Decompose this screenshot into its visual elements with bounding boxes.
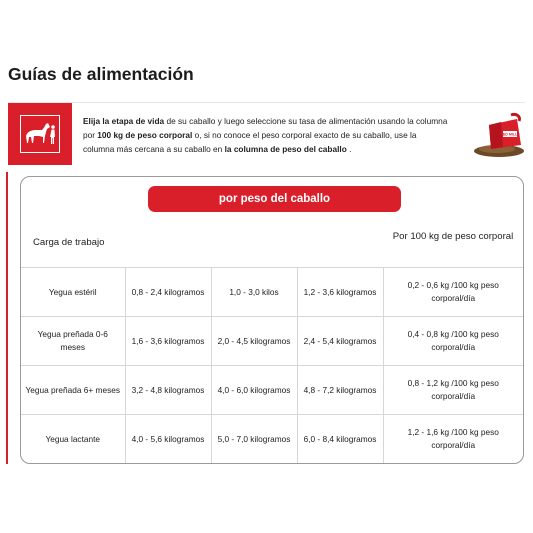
table-cell: 0,4 - 0,8 kg /100 kg peso corporal/día [383, 317, 523, 366]
table-cell: 4,0 - 5,6 kilogramos [125, 415, 211, 464]
table-row [21, 366, 523, 415]
table-cell: 4,8 - 7,2 kilogramos [297, 366, 383, 415]
column-header-workload: Carga de trabajo [33, 237, 105, 248]
row-label: Yegua preñada 6+ meses [21, 366, 125, 415]
table-cell: 1,6 - 3,6 kilogramos [125, 317, 211, 366]
column-header-per-100kg: Por 100 kg de peso corporal [392, 231, 514, 242]
intro-text-part: o, si no conoce el peso corporal exacto de su caballo, use la columna más cercana a su caballo en [83, 130, 417, 154]
intro-text-part: Elija la etapa de vida [83, 116, 165, 126]
table-cell: 0,8 - 1,2 kg /100 kg peso corporal/día [383, 366, 523, 415]
page-title: Guías de alimentación [8, 64, 194, 84]
feeding-table-card [20, 176, 524, 464]
feed-scoop-icon [471, 105, 529, 163]
intro-banner [8, 102, 525, 163]
table-cell: 1,2 - 1,6 kg /100 kg peso corporal/día [383, 415, 523, 464]
intro-text-part: . [346, 144, 352, 154]
table-cell: 1,0 - 3,0 kilos [211, 268, 297, 317]
side-accent-rule [6, 172, 8, 464]
table-cell: 6,0 - 8,4 kilogramos [297, 415, 383, 464]
table-cell: 5,0 - 7,0 kilogramos [211, 415, 297, 464]
intro-text-part: la columna de peso del caballo [224, 144, 347, 154]
product-label: RED MILLS [500, 132, 520, 137]
row-label: Yegua preñada 0-6 meses [21, 317, 125, 366]
intro-text-part: 100 kg de peso corporal [97, 130, 193, 140]
tab-por-peso-del-caballo[interactable]: por peso del caballo [148, 186, 401, 212]
table-cell: 4,0 - 6,0 kilogramos [211, 366, 297, 415]
table-cell: 1,2 - 3,6 kilogramos [297, 268, 383, 317]
intro-text [83, 114, 449, 156]
horse-with-person-icon [8, 103, 72, 165]
row-label: Yegua estéril [21, 268, 125, 317]
table-row [21, 268, 523, 317]
table-cell: 0,8 - 2,4 kilogramos [125, 268, 211, 317]
table-row [21, 415, 523, 464]
table-cell: 3,2 - 4,8 kilogramos [125, 366, 211, 415]
table-row [21, 317, 523, 366]
intro-text-part: de su caballo y luego seleccione su tasa de alimentación usando la columna por [83, 116, 448, 140]
table-cell: 2,0 - 4,5 kilogramos [211, 317, 297, 366]
feeding-table [21, 267, 523, 463]
table-cell: 0,2 - 0,6 kg /100 kg peso corporal/día [383, 268, 523, 317]
table-cell: 2,4 - 5,4 kilogramos [297, 317, 383, 366]
row-label: Yegua lactante [21, 415, 125, 464]
